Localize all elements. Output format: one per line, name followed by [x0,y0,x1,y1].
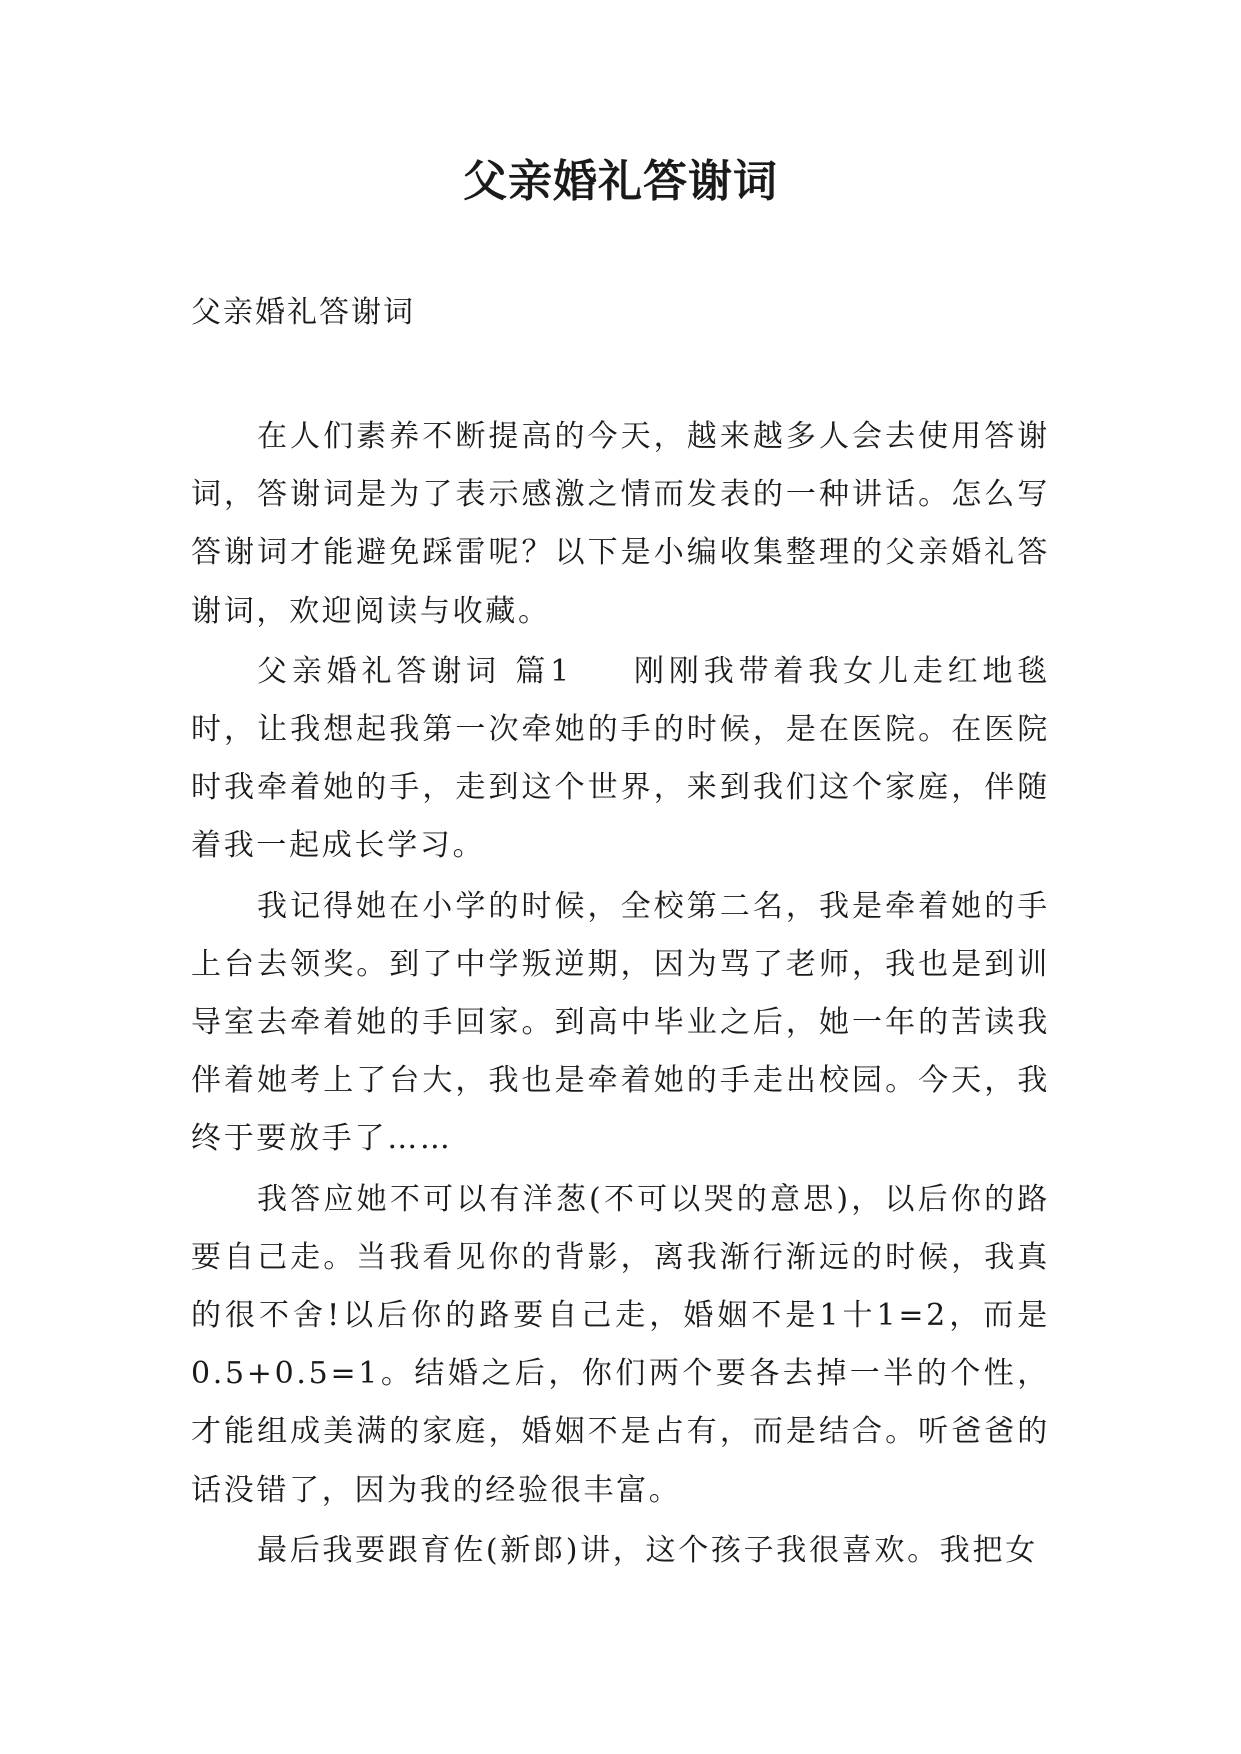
section-heading: 父亲婚礼答谢词 篇1 [257,653,572,689]
intro-paragraph: 在人们素养不断提高的今天，越来越多人会去使用答谢词，答谢词是为了表示感激之情而发表的一种讲话。怎么写答谢词才能避免踩雷呢？以下是小编收集整理的父亲婚礼答谢词，欢迎阅读与收藏。 [191,419,1050,629]
paragraph-1-text: 刚刚我带着我女儿走红地毯时，让我想起我第一次牵她的手的时候，是在医院。在医院时我牵着她的手，走到这个世界，来到我们这个家庭，伴随着我一起成长学习。 [191,653,1051,864]
section-paragraph-4: 最后我要跟育佐(新郎)讲，这个孩子我很喜欢。我把女 [257,1532,1038,1568]
section-paragraph-3: 我答应她不可以有洋葱(不可以哭的意思)，以后你的路要自己走。当我看见你的背影，离我渐行渐远的时候，我真的很不舍!以后你的路要自己走，婚姻不是1十1=2，而是0.5+0.5=1。结婚之后，你们两个要各去掉一半的个性，才能组成美满的家庭，婚姻不是占有，而是结合。听爸爸的话没错了，因为我的经验很丰富。 [191,1181,1050,1508]
section-paragraph-2: 我记得她在小学的时候，全校第二名，我是牵着她的手上台去领奖。到了中学叛逆期，因为骂了老师，我也是到训导室去牵着她的手回家。到高中毕业之后，她一年的苦读我伴着她考上了台大，我也是牵着她的手走出校园。今天，我终于要放手了…… [191,888,1050,1157]
document-title: 父亲婚礼答谢词 [463,156,778,207]
document-body [191,408,1050,1582]
document-subtitle: 父亲婚礼答谢词 [191,295,415,330]
section-paragraph-1 [191,643,1050,876]
